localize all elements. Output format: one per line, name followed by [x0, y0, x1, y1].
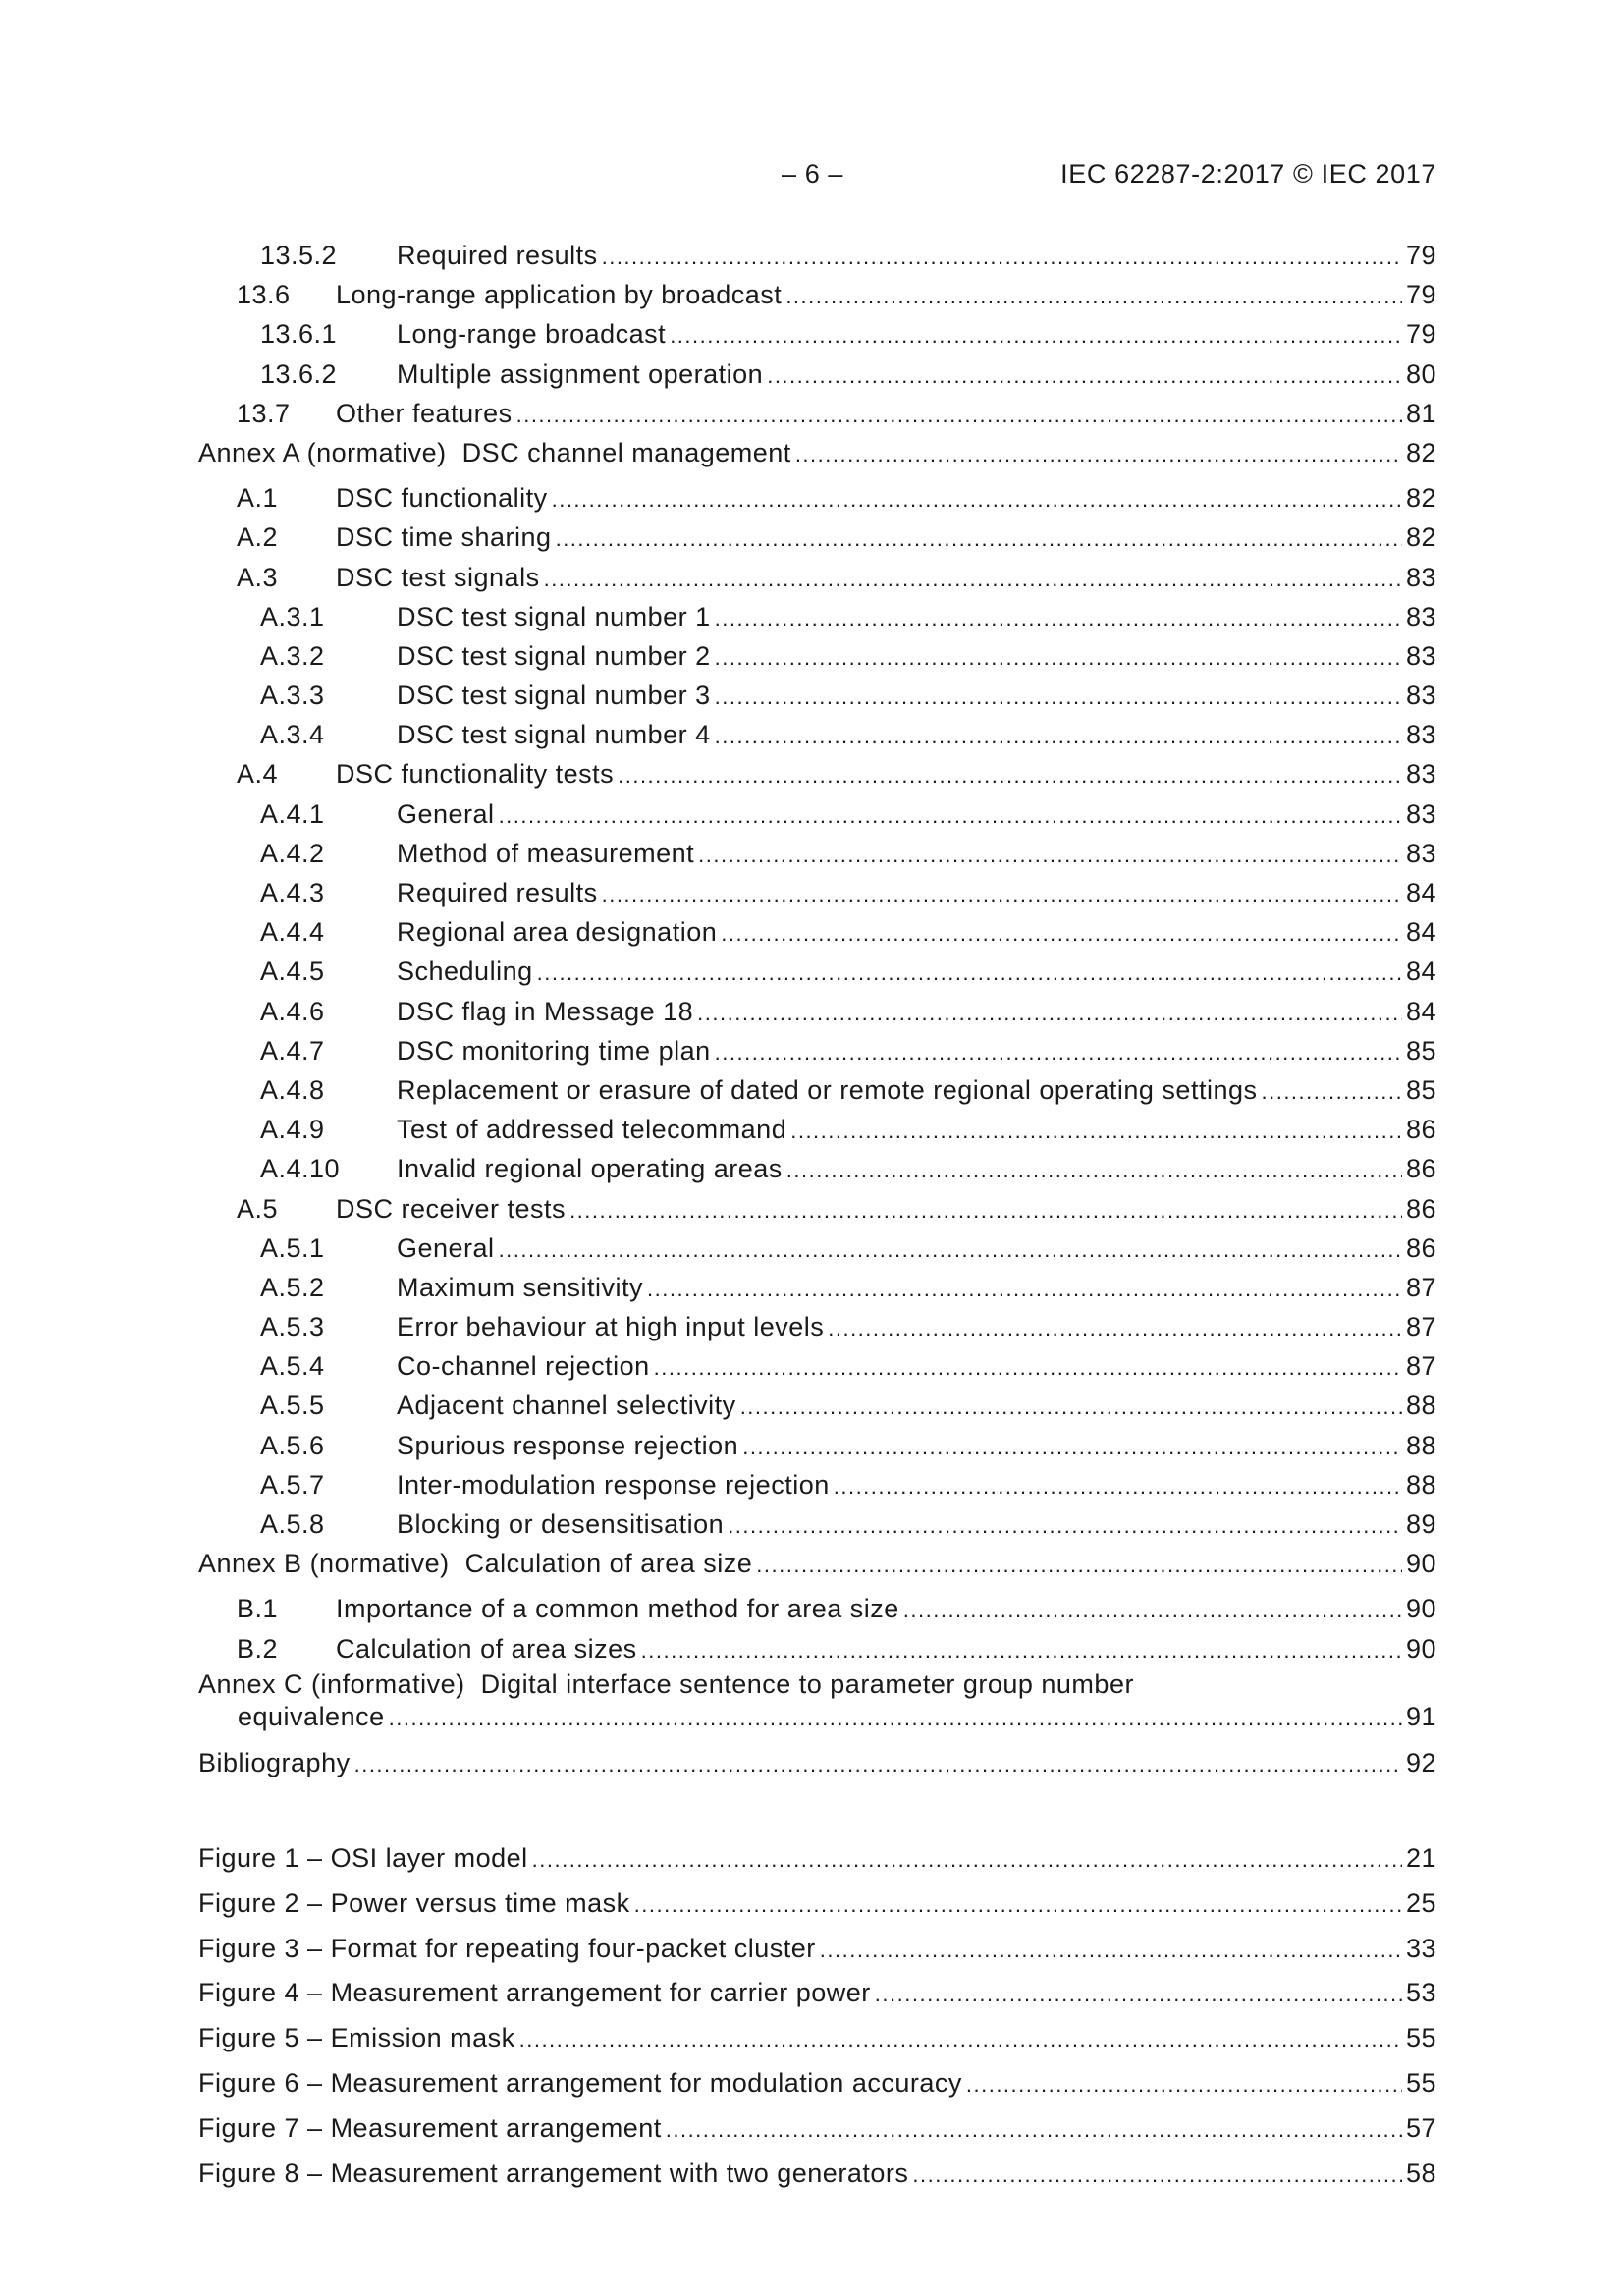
toc-entry[interactable] — [198, 636, 1436, 676]
toc-number: A.3.4 — [260, 720, 325, 750]
toc-title: Test of addressed telecommand — [397, 1115, 787, 1145]
toc-page: 86 — [1405, 1193, 1436, 1224]
toc-page: 83 — [1405, 759, 1436, 790]
document-id: IEC 62287-2:2017 © IEC 2017 — [1060, 159, 1436, 189]
toc-page: 87 — [1405, 1312, 1436, 1342]
toc-page: 87 — [1405, 1272, 1436, 1302]
toc-page: 83 — [1405, 562, 1436, 592]
toc-number: 13.5.2 — [260, 241, 338, 270]
toc-page: 85 — [1405, 1074, 1436, 1105]
dot-leader — [742, 1428, 1402, 1467]
dot-leader — [569, 1191, 1402, 1230]
dot-leader — [354, 1745, 1402, 1784]
toc-title: Error behaviour at high input levels — [397, 1312, 825, 1342]
toc-title: Multiple assignment operation — [397, 358, 764, 389]
toc-number: B.1 — [237, 1594, 279, 1624]
toc-page: 90 — [1405, 1633, 1436, 1664]
toc-number: A.5.1 — [260, 1232, 325, 1263]
figure-title: Figure 1 – OSI layer model — [198, 1843, 528, 1873]
toc-entry[interactable] — [198, 794, 1436, 834]
figure-entry[interactable] — [198, 2016, 1436, 2061]
toc-entry-annex-c-line-2 — [198, 1701, 1436, 1733]
toc-number: A.5.7 — [260, 1469, 325, 1500]
toc-page: 90 — [1405, 1594, 1436, 1624]
toc-page: 88 — [1405, 1469, 1436, 1500]
toc-title: Scheduling — [397, 957, 533, 987]
figure-page: 33 — [1405, 1933, 1436, 1963]
figure-entry[interactable] — [198, 2106, 1436, 2152]
toc-title: Importance of a common method for area size — [336, 1594, 899, 1624]
toc-title: Blocking or desensitisation — [397, 1509, 725, 1539]
toc-entry[interactable] — [198, 558, 1436, 597]
toc-title: Maximum sensitivity — [397, 1272, 644, 1302]
toc-number: A.5.4 — [260, 1351, 325, 1382]
dot-leader — [666, 2107, 1402, 2153]
toc-page: 88 — [1405, 1430, 1436, 1460]
figure-title: Figure 6 – Measurement arrangement for modulation accuracy — [198, 2067, 962, 2098]
toc-title: Digital interface sentence to parameter group number — [480, 1668, 1134, 1699]
toc-title: Long-range application by broadcast — [336, 280, 783, 310]
dot-leader — [795, 435, 1402, 474]
dot-leader — [740, 1388, 1402, 1427]
figure-title: Figure 4 – Measurement arrangement for carrier power — [198, 1978, 871, 2008]
toc-page: 85 — [1405, 1035, 1436, 1066]
toc-title: Co-channel rejection — [397, 1351, 650, 1382]
toc-page: 82 — [1405, 483, 1436, 514]
toc-number: A.4.6 — [260, 996, 325, 1026]
dot-leader — [786, 1151, 1402, 1190]
dot-leader — [602, 875, 1402, 914]
dot-leader — [389, 1702, 1402, 1734]
toc-entry[interactable] — [198, 355, 1436, 394]
list-of-figures — [198, 1836, 1436, 2196]
toc-title: Inter-modulation response rejection — [397, 1469, 830, 1500]
toc-number: A.1 — [237, 483, 279, 514]
toc-title: Long-range broadcast — [397, 319, 667, 350]
toc-page: 86 — [1405, 1232, 1436, 1263]
toc-entry[interactable] — [198, 518, 1436, 557]
toc-entry[interactable] — [198, 236, 1436, 275]
dot-leader — [828, 1309, 1402, 1348]
toc-number: A.4.8 — [260, 1074, 325, 1105]
toc-title: DSC flag in Message 18 — [397, 996, 694, 1026]
toc-entry[interactable] — [198, 394, 1436, 433]
toc-number: A.5.3 — [260, 1312, 325, 1342]
figure-page: 53 — [1405, 1978, 1436, 2008]
toc-number: A.4.9 — [260, 1115, 325, 1145]
figure-entry[interactable] — [198, 1882, 1436, 1927]
toc-entry[interactable] — [198, 1149, 1436, 1188]
toc-title: Calculation of area size — [464, 1549, 753, 1579]
toc-title: Invalid regional operating areas — [397, 1154, 783, 1184]
dot-leader — [715, 717, 1402, 756]
toc-page: 83 — [1405, 798, 1436, 829]
toc-entry[interactable] — [198, 1031, 1436, 1070]
toc-page: 87 — [1405, 1351, 1436, 1382]
toc-title: DSC receiver tests — [336, 1193, 567, 1224]
dot-leader — [715, 599, 1402, 638]
dot-leader — [715, 1033, 1402, 1072]
dot-leader — [537, 954, 1402, 993]
toc-entry[interactable] — [198, 1307, 1436, 1346]
figure-page: 21 — [1405, 1843, 1436, 1873]
toc-entry[interactable] — [198, 676, 1436, 715]
page-number: – 6 – — [782, 159, 844, 189]
toc-entry[interactable] — [198, 597, 1436, 636]
dot-leader — [697, 994, 1402, 1033]
toc-entry[interactable] — [198, 1629, 1436, 1668]
toc-entry[interactable] — [198, 314, 1436, 354]
toc-title: Required results — [397, 241, 598, 270]
toc-number: A.5.6 — [260, 1430, 325, 1460]
toc-entry[interactable] — [198, 1465, 1436, 1504]
toc-page: 82 — [1405, 522, 1436, 553]
toc-entry[interactable] — [198, 952, 1436, 991]
toc-entry[interactable] — [198, 754, 1436, 793]
figure-page: 25 — [1405, 1887, 1436, 1918]
dot-leader — [912, 2153, 1402, 2198]
toc-title: General — [397, 1232, 495, 1263]
dot-leader — [790, 1112, 1402, 1151]
toc-entry-annex-c-line-1 — [198, 1668, 1436, 1701]
toc-title: Required results — [397, 878, 598, 907]
toc-number: A.4.5 — [260, 957, 325, 987]
figure-entry[interactable] — [198, 1927, 1436, 1972]
toc-title: Spurious response rejection — [397, 1430, 739, 1460]
toc-number: A.5.5 — [260, 1391, 325, 1421]
toc-number: B.2 — [237, 1633, 279, 1664]
figure-entry[interactable] — [198, 1836, 1436, 1882]
dot-leader — [618, 756, 1402, 795]
toc-entry[interactable] — [198, 1426, 1436, 1465]
toc-page: 80 — [1405, 358, 1436, 389]
figure-title: Figure 3 – Format for repeating four-packet cluster — [198, 1933, 816, 1963]
dot-leader — [552, 480, 1402, 519]
toc-page: 84 — [1405, 917, 1436, 948]
toc-number: A.4.1 — [260, 798, 325, 829]
toc-entry[interactable] — [198, 1386, 1436, 1425]
toc-page: 84 — [1405, 996, 1436, 1026]
dot-leader — [641, 1631, 1402, 1670]
toc-number: A.4.2 — [260, 838, 325, 868]
toc-title: DSC time sharing — [336, 522, 552, 553]
toc-page: 89 — [1405, 1509, 1436, 1539]
toc-entry[interactable] — [198, 1504, 1436, 1544]
dot-leader — [602, 238, 1402, 277]
toc-title: Bibliography — [198, 1747, 351, 1777]
toc-number: Annex B (normative) — [198, 1549, 450, 1579]
toc-title: DSC test signal number 2 — [397, 640, 711, 671]
dot-leader — [499, 1230, 1402, 1270]
dot-leader — [715, 678, 1402, 717]
toc-number: A.4.4 — [260, 917, 325, 948]
toc-entry[interactable] — [198, 834, 1436, 873]
figure-title: Figure 5 – Emission mask — [198, 2023, 515, 2053]
dot-leader — [756, 1546, 1402, 1585]
toc-title: Adjacent channel selectivity — [397, 1391, 736, 1421]
page-header — [0, 159, 1623, 194]
figure-page: 58 — [1405, 2158, 1436, 2188]
dot-leader — [721, 914, 1402, 954]
toc-page: 91 — [1405, 1701, 1436, 1731]
dot-leader — [820, 1928, 1402, 1973]
dot-leader — [966, 2062, 1402, 2107]
toc-title: DSC test signals — [336, 562, 540, 592]
toc-title: DSC functionality tests — [336, 759, 615, 790]
toc-entry[interactable] — [198, 873, 1436, 912]
figure-page: 55 — [1405, 2067, 1436, 2098]
toc-page: 92 — [1405, 1747, 1436, 1777]
dot-leader — [767, 356, 1402, 396]
toc-title: DSC monitoring time plan — [397, 1035, 711, 1066]
toc-number: A.4.10 — [260, 1154, 341, 1184]
dot-leader — [728, 1506, 1402, 1546]
dot-leader — [1261, 1072, 1402, 1112]
toc-title: DSC test signal number 4 — [397, 720, 711, 750]
toc-page: 79 — [1405, 319, 1436, 350]
dot-leader — [516, 396, 1402, 435]
figure-entry[interactable] — [198, 1971, 1436, 2016]
dot-leader — [654, 1348, 1402, 1388]
figure-entry[interactable] — [198, 2061, 1436, 2106]
toc-page: 84 — [1405, 878, 1436, 907]
toc-entry[interactable] — [198, 1346, 1436, 1386]
dot-leader — [519, 2017, 1402, 2062]
toc-page: 90 — [1405, 1549, 1436, 1579]
toc-page: 79 — [1405, 241, 1436, 270]
toc-entry[interactable] — [198, 992, 1436, 1031]
toc-number: A.3.3 — [260, 681, 325, 711]
toc-page: 83 — [1405, 681, 1436, 711]
toc-number: A.5.8 — [260, 1509, 325, 1539]
toc-entry[interactable] — [198, 1110, 1436, 1149]
toc-number: A.5.2 — [260, 1272, 325, 1302]
toc-number: 13.6.2 — [260, 358, 338, 389]
toc-page: 84 — [1405, 957, 1436, 987]
dot-leader — [834, 1467, 1402, 1506]
toc-number: A.2 — [237, 522, 279, 553]
figure-title: Figure 8 – Measurement arrangement with two generators — [198, 2158, 909, 2188]
toc-number: 13.6 — [237, 280, 291, 310]
toc-number: A.3.1 — [260, 601, 325, 631]
figure-entry[interactable] — [198, 2152, 1436, 2197]
toc-number: A.3 — [237, 562, 279, 592]
table-of-contents — [198, 236, 1436, 1782]
toc-title: DSC channel management — [461, 437, 791, 467]
dot-leader — [715, 638, 1402, 678]
toc-title: Other features — [336, 398, 513, 428]
toc-page: 83 — [1405, 640, 1436, 671]
dot-leader — [544, 560, 1402, 599]
toc-title: DSC functionality — [336, 483, 548, 514]
toc-title-continued: equivalence — [238, 1701, 385, 1731]
toc-page: 86 — [1405, 1115, 1436, 1145]
toc-entry-bibliography[interactable] — [198, 1743, 1436, 1782]
dot-leader — [634, 1883, 1402, 1928]
toc-entry[interactable] — [198, 478, 1436, 518]
toc-entry[interactable] — [198, 1189, 1436, 1229]
toc-number: A.3.2 — [260, 640, 325, 671]
toc-page: 83 — [1405, 838, 1436, 868]
toc-title: Regional area designation — [397, 917, 718, 948]
toc-entry-annex[interactable] — [198, 1544, 1436, 1583]
toc-title: Calculation of area sizes — [336, 1633, 637, 1664]
toc-entry-annex[interactable] — [198, 433, 1436, 472]
toc-title: DSC test signal number 3 — [397, 681, 711, 711]
toc-number: A.4.3 — [260, 878, 325, 907]
toc-page: 79 — [1405, 280, 1436, 310]
toc-entry[interactable] — [198, 275, 1436, 314]
toc-entry[interactable] — [198, 1589, 1436, 1628]
dot-leader — [670, 316, 1402, 355]
dot-leader — [647, 1270, 1402, 1309]
figure-title: Figure 7 – Measurement arrangement — [198, 2112, 662, 2143]
toc-title: General — [397, 798, 495, 829]
toc-page: 86 — [1405, 1154, 1436, 1184]
toc-page: 83 — [1405, 720, 1436, 750]
toc-number: A.5 — [237, 1193, 279, 1224]
toc-entry[interactable] — [198, 1229, 1436, 1268]
toc-page: 82 — [1405, 437, 1436, 467]
dot-leader — [532, 1837, 1402, 1883]
toc-title: Replacement or erasure of dated or remote regional operating settings — [397, 1074, 1258, 1105]
figure-page: 55 — [1405, 2023, 1436, 2053]
toc-entry[interactable] — [198, 1070, 1436, 1110]
toc-page: 81 — [1405, 398, 1436, 428]
toc-page: 83 — [1405, 601, 1436, 631]
dot-leader — [556, 519, 1402, 559]
figure-page: 57 — [1405, 2112, 1436, 2143]
toc-entry[interactable] — [198, 912, 1436, 952]
toc-title: Method of measurement — [397, 838, 695, 868]
toc-number: A.4 — [237, 759, 279, 790]
toc-entry-annex-c[interactable] — [198, 1668, 1436, 1733]
figure-title: Figure 2 – Power versus time mask — [198, 1887, 630, 1918]
toc-number: 13.6.1 — [260, 319, 338, 350]
toc-number: A.4.7 — [260, 1035, 325, 1066]
dot-leader — [698, 836, 1402, 875]
toc-number: Annex C (informative) — [198, 1668, 465, 1699]
dot-leader — [785, 277, 1402, 316]
toc-title: DSC test signal number 1 — [397, 601, 711, 631]
toc-number: Annex A (normative) — [198, 437, 447, 467]
toc-entry[interactable] — [198, 1268, 1436, 1307]
dot-leader — [499, 796, 1402, 836]
toc-page: 88 — [1405, 1391, 1436, 1421]
dot-leader — [903, 1591, 1402, 1630]
dot-leader — [875, 1972, 1402, 2017]
toc-entry[interactable] — [198, 715, 1436, 754]
toc-number: 13.7 — [237, 398, 291, 428]
